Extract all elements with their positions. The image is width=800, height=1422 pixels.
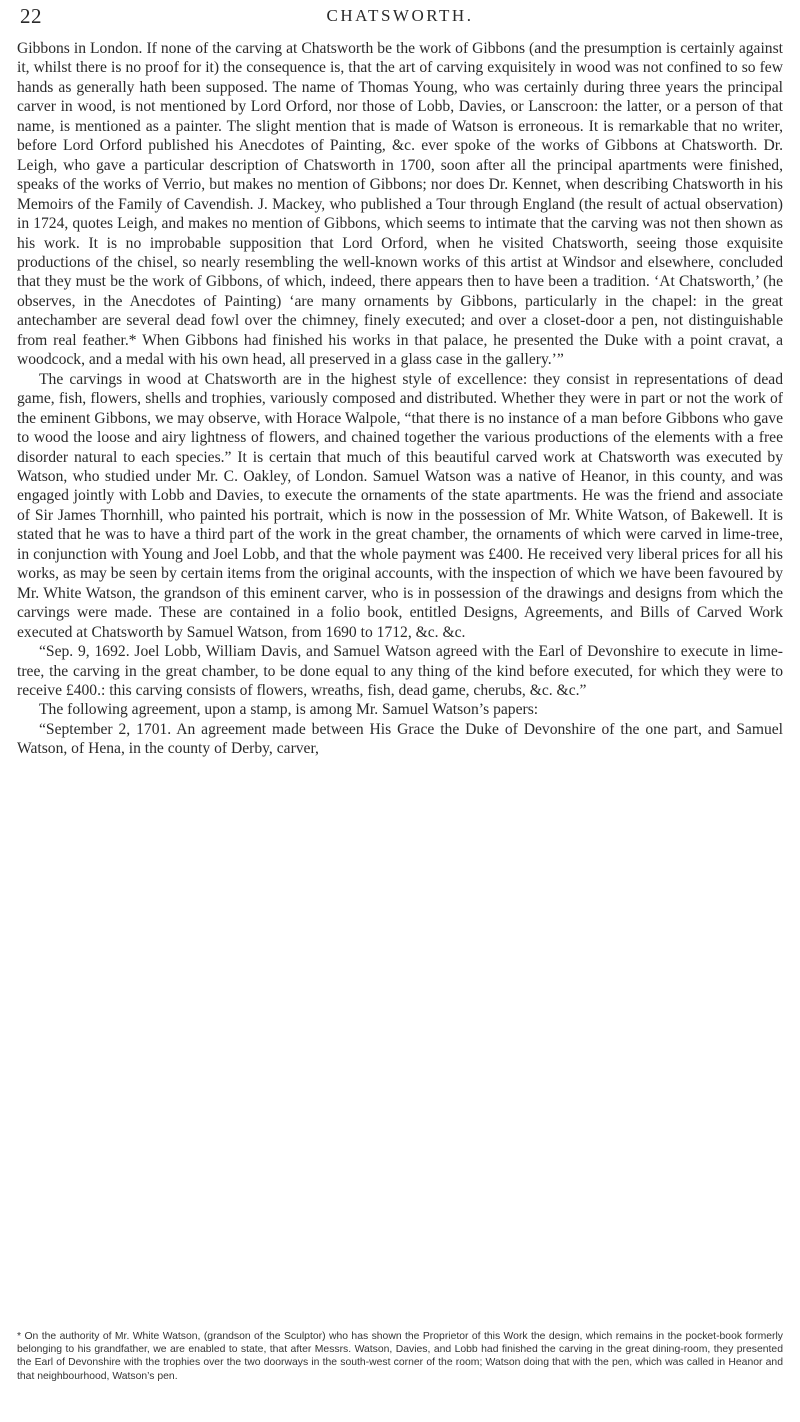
page-header <box>16 4 784 40</box>
paragraph-gibbons-london: Gibbons in London. If none of the carving at Chatsworth be the work of Gibbons (and the presumption is certainly against it, whilst there is no proof for it) the consequence is, that the art of carving exquisitely in wood was not confined to so few hands as generally hath been supposed. The name of Thomas Young, who was certainly during three years the principal carver in wood, is not mentioned by Lord Orford, nor those of Lobb, Davies, or Lanscroon: the latter, or a person of that name, is mentioned as a painter. The slight mention that is made of Watson is erroneous. It is remarkable that no writer, before Lord Orford published his Anecdotes of Painting, &c. ever spoke of the works of Gibbons at Chatsworth. Dr. Leigh, who gave a particular description of Chatsworth in 1700, soon after all the principal apartments were finished, speaks of the works of Verrio, but makes no mention of Gibbons; nor does Dr. Kennet, when describing Chatsworth in his Memoirs of the Family of Cavendish. J. Mackey, who published a Tour through England (the result of actual observation) in 1724, quotes Leigh, and makes no mention of Gibbons, which seems to intimate that the carving was not then shown as his work. It is no improbable supposition that Lord Orford, when he visited Chatsworth, seeing those exquisite productions of the chisel, so nearly resembling the well-known works of this artist at Windsor and elsewhere, concluded that they must be the work of Gibbons, of which, indeed, there appears then to have been a tradition. ‘At Chatsworth,’ (he observes, in the Anecdotes of Painting) ‘are many ornaments by Gibbons, particularly in the chapel: in the great antechamber are several dead fowl over the chimney, finely executed; and over a closet-door a pen, not distinguishable from real feather.* When Gibbons had finished his works in that palace, he presented the Duke with a point cravat, a woodcock, and a medal with his own head, all preserved in a glass case in the gallery.’” <box>17 40 783 369</box>
footnote: * On the authority of Mr. White Watson, (grandson of the Sculptor) who has shown the Proprietor of this Work the design, which remains in the pocket-book formerly belonging to his grandfather, we are enabled to state, that after Messrs. Watson, Davies, and Lobb had finished the carving in the great dining-room, they presented the Earl of Devonshire with the trophies over the two doorways in the south-west corner of the room; Watson doing that with the pen, which was called in Heanor and that neighbourhood, Watson’s pen. <box>17 1331 783 1382</box>
paragraph-agreement-1692: “Sep. 9, 1692. Joel Lobb, William Davis, and Samuel Watson agreed with the Earl of Devonshire to execute in lime-tree, the carving in the great chamber, to be done equal to any thing of the kind before executed, for which they were to receive £400.: this carving consists of flowers, wreaths, fish, dead game, cherubs, &c. &c.” <box>17 643 783 699</box>
running-head: CHATSWORTH. <box>326 6 474 25</box>
paragraph-following-agreement: The following agreement, upon a stamp, is among Mr. Samuel Watson’s papers: <box>39 701 539 719</box>
body-text <box>17 39 783 759</box>
paragraph-agreement-1701: “September 2, 1701. An agreement made between His Grace the Duke of Devonshire of the one part, and Samuel Watson, of Hena, in the county of Derby, carver, <box>17 720 783 758</box>
page-number: 22 <box>20 4 42 28</box>
paragraph-carvings-excellence: The carvings in wood at Chatsworth are in the highest style of excellence: they consist in representations of dead game, fish, flowers, shells and trophies, variously composed and distributed. Whether they were in part or not the work of the eminent Gibbons, we may observe, with Horace Walpole, “that there is no instance of a man before Gibbons who gave to wood the loose and airy lightness of flowers, and chained together the various productions of the elements with a free disorder natural to each species.” It is certain that much of this beautiful carved work at Chatsworth was executed by Watson, who studied under Mr. C. Oakley, of London. Samuel Watson was a native of Heanor, in this county, and was engaged jointly with Lobb and Davies, to execute the ornaments of the state apartments. He was the friend and associate of Sir James Thornhill, who painted his portrait, which is now in the possession of Mr. White Watson, of Bakewell. It is stated that he was to have a third part of the work in the great chamber, the ornaments of which were carved in lime-tree, in conjunction with Young and Joel Lobb, and that the whole payment was £400. He received very liberal prices for all his works, as may be seen by certain items from the original accounts, with the inspection of which we have been favoured by Mr. White Watson, the grandson of this eminent carver, who is in possession of the drawings and designs from which the carvings were made. These are contained in a folio book, entitled Designs, Agreements, and Bills of Carved Work executed at Chatsworth by Samuel Watson, from 1690 to 1712, &c. &c. <box>17 370 783 641</box>
